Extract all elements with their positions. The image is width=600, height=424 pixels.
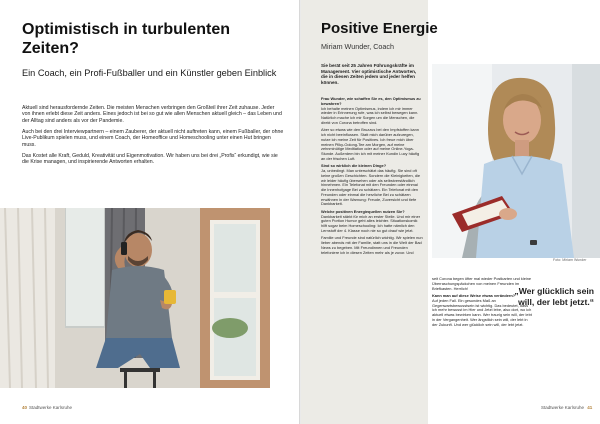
coach-portrait-photo	[432, 64, 600, 258]
author-line: Miriam Wunder, Coach	[321, 42, 394, 51]
intro-text: Sie berät seit 25 Jahren Führungskräfte im Management. Vier optimistische Antworten, die in diesen Zeiten jedem und jeder helfen können.	[321, 63, 417, 85]
left-footer-text: Stadtwerke Karlsruhe	[29, 405, 73, 410]
right-page	[301, 0, 600, 424]
interview-question: Kann man auf diese Weise etwas verändern?	[432, 293, 516, 299]
interview-answer: Ja, unbedingt. Man unterschätzt das häufig. Sie sind oft keine großen Geschichten. Sondern die Kleinigkeiten, die wir leider häufig übersehen oder als selbstverständlich hinnehmen. Ein Telefonat mit den Freunden oder einmal die Innenhofgage Bei zu schätzen. Ein Telefonat mit den Freunden oder einmal die herzliche Bei zu schätzen erwähnen in der Warnung: Freude, Zuversicht und tiefe Dankbarkeit.	[321, 168, 421, 207]
interview-answer: Aber so etwas wie den Bruzzus bei den Impfstoffen kann ich nicht beeinflussen. Statt mich darüber aufzuregen, nutze ich meine Zeit für Positives. Ich freue mich über meinen Pilky-Oolong-Tee am Morgen, auf meine zehnminütige Meditation oder auf meine Online-Yoga-Stunde. Außerdem bin ich mit meiner Kundin Lucy häufig an der frischen Luft.	[321, 127, 420, 161]
right-page-number: 41	[587, 405, 593, 410]
interview-block	[321, 128, 423, 161]
interview-block	[321, 236, 423, 255]
body-paragraph: Aktuell sind herausfordernde Zeiten. Die meisten Menschen verbringen den Großteil ihrer Zeit zuhause. Jeder von ihnen erlebt diese Zeit anders. Eines jedoch ist bei so gut wie allen Menschen aktuell gleich – das Leben und der Alltag sind anders als vor der Pandemie.	[22, 105, 282, 124]
interview-question: Frau Wunder, wie schaffen Sie es, den Optimismus zu bewahren?	[321, 96, 421, 106]
body-paragraph: Auch bei den drei Interviewpartnern – einem Zauberer, der aktuell nicht auftreten kann, einem Fußballer, der ohne Live-Publikum spielen muss, und einem Coach, der Homeoffice und Homeschooling unter einen Hut bringen muss.	[22, 128, 284, 148]
interview-answer: Ich behalte meinen Optimismus, indem ich mir immer wieder in Erinnerung rufe, was ich selbst bewegen kann. Natürlich mache ich mir Sorgen um die Menschen, die direkt von Corona betroffen sind.	[321, 105, 419, 125]
interview-column-1	[321, 97, 423, 258]
left-page-subtitle: Ein Coach, ein Profi-Fußballer und ein Künstler geben Einblick	[22, 68, 277, 78]
coach-portrait-illustration	[432, 64, 600, 258]
interview-answer: seit Corona begen öfter mal wieder Postkarten und kleine Überraschungspäckchen von meinen Freunden im Briefkasten. Herrlich!	[432, 276, 532, 291]
left-page-body	[22, 105, 284, 170]
left-footer	[22, 405, 72, 410]
man-phone-illustration	[0, 208, 270, 388]
photo-credit: Foto: Miriam Wunder	[553, 258, 587, 262]
right-page-title: Positive Energie	[321, 20, 438, 37]
interview-question: Welche positiven Energiequellen nutzen Sie?	[321, 208, 405, 214]
man-phone-photo	[0, 208, 270, 388]
interview-block	[321, 210, 423, 234]
interview-block	[321, 164, 423, 207]
pull-quote: „Wer glücklich sein will, der lebt jetzt.“	[514, 286, 594, 307]
left-page-title: Optimistisch in turbulenten Zeiten?	[22, 21, 231, 57]
left-page-number: 40	[22, 405, 28, 410]
right-footer-text: Stadtwerke Karlsruhe	[541, 405, 585, 410]
interview-block	[321, 97, 423, 126]
right-footer	[541, 405, 592, 410]
interview-question: Sind so wirklich die kleinen Dinge?	[321, 163, 387, 169]
body-paragraph: Das Kostet alle Kraft, Geduld, Kreativität und Eigenmotivation. Wir haben uns bei drei „Profis“ erkundigt, wie sie die Krise managen, und inspirierende Antworten erhalten.	[22, 152, 278, 166]
interview-answer: Auf jeden Fall. Ein gesundes Maß an Gegenwartsbewusstsein ist wichtig. Das bedeutet, dass ich mehr bewusst im Hier und Jetzt lebe, also dort, wo ich aktuell etwas bewirken kann. Wer traurig sein will, der lebt in der Vergangenheit. Wer ängstlich sein will, der lebt in der Zukunft. Und wer glücklich sein will, der lebt jetzt.	[432, 297, 532, 327]
interview-answer: Dankbarkeit stärkt für mich an erster Stelle. Und mir einer guten Portion Humor geht alles leichter. Situationskomik hilft sogar beim Homeschooling: Ich hatte nämlich den Lernstoff der 4. Klasse noch nie so gut drauf wie jetzt.	[321, 213, 421, 233]
interview-answer: Familie und Freunde sind natürlich wichtig. Wir spielen nun lieber abends mit der Familie, statt uns in die Welt der Bad News zu begeben. Mit Freundinnen und Freunden telefoniere ich in diesen Zeiten mehr als je zuvor. Und	[321, 235, 423, 255]
